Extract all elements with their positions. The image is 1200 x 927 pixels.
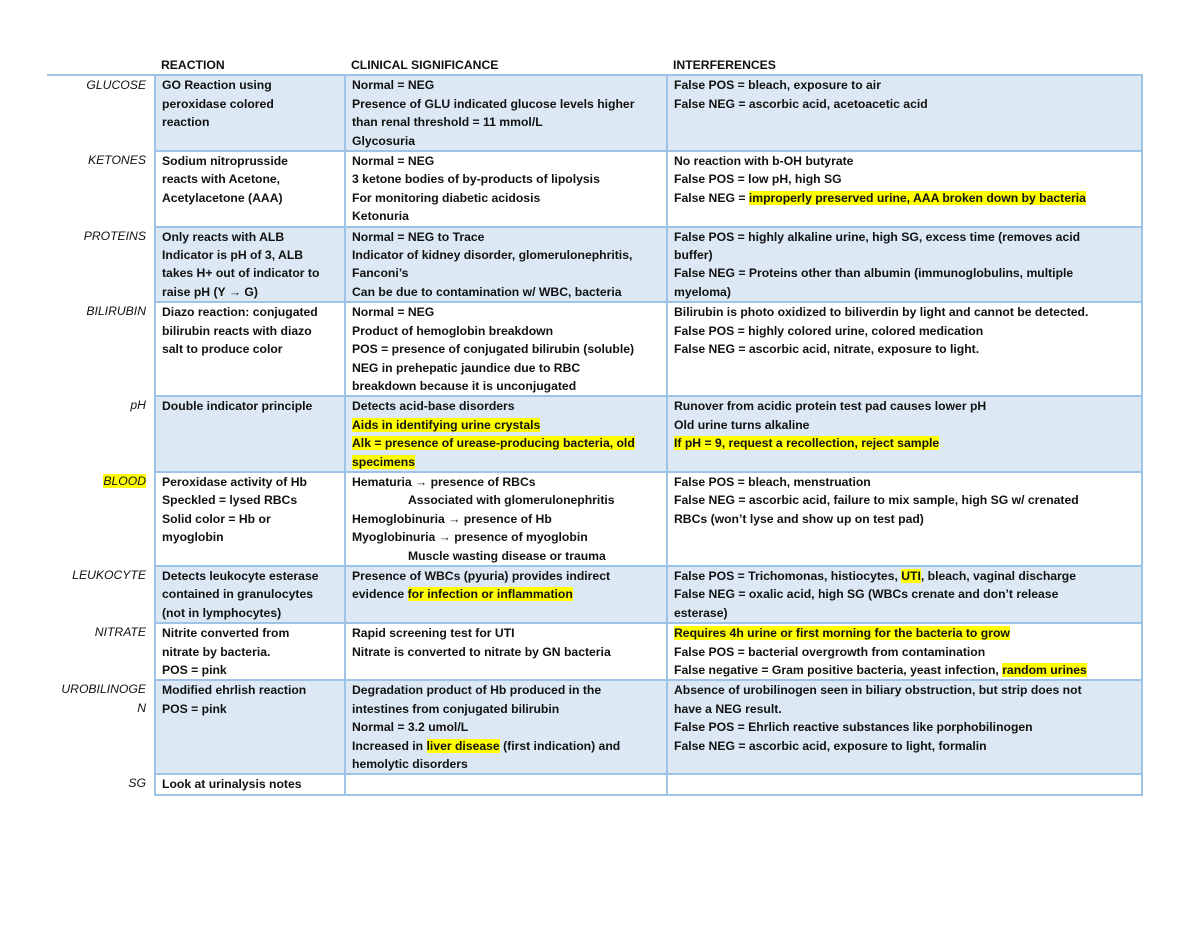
text-line: [674, 661, 1137, 679]
text-line: Detects acid-base disorders: [352, 399, 515, 414]
text-line: than renal threshold = 11 mmol/L: [352, 115, 543, 130]
text-line: esterase): [674, 605, 728, 620]
row-label: LEUKOCYTE: [72, 567, 146, 582]
text-line: False POS = bacterial overgrowth from contamination: [674, 644, 986, 659]
highlighted-text: for infection or inflammation: [407, 587, 573, 602]
text-line: hemolytic disorders: [352, 757, 468, 772]
table-row-urobilinogen: [47, 680, 1142, 774]
highlighted-text: improperly preserved urine, AAA broken down by bacteria: [748, 190, 1086, 205]
text-line: Acetylacetone (AAA): [162, 190, 283, 205]
reaction-cell: [155, 151, 345, 227]
text-line: Normal = NEG to Trace: [352, 229, 485, 244]
row-label: [47, 472, 155, 566]
text-line: Bilirubin is photo oxidized to biliverdin by light and cannot be detected.: [674, 305, 1089, 320]
clinical-cell: [345, 472, 667, 566]
highlighted-text: random urines: [1002, 663, 1087, 677]
text-line: Peroxidase activity of Hb: [162, 474, 307, 489]
table-row-ketones: [47, 151, 1142, 227]
row-label: KETONES: [87, 153, 146, 168]
text-line: [352, 453, 662, 471]
text-line: Look at urinalysis notes: [162, 777, 302, 792]
text-line: Absence of urobilinogen seen in biliary obstruction, but strip does not: [674, 683, 1082, 698]
interferences-cell: [667, 566, 1142, 623]
interferences-cell: [667, 623, 1142, 680]
text-line: False POS = highly alkaline urine, high SG, excess time (removes acid: [674, 229, 1081, 244]
row-label: BILIRUBIN: [86, 304, 146, 319]
text-line: salt to produce color: [162, 342, 283, 357]
reaction-cell: [155, 75, 345, 151]
text-line: Normal = 3.2 umol/L: [352, 720, 469, 735]
table-row-leukocyte: [47, 566, 1142, 623]
text-line: Only reacts with ALB: [162, 229, 285, 244]
clinical-cell: [345, 227, 667, 303]
text-line: Normal = NEG: [352, 154, 435, 169]
text-line: [674, 624, 1137, 642]
text-line: bilirubin reacts with diazo: [162, 323, 312, 338]
text-line: Degradation product of Hb produced in the: [352, 683, 602, 698]
reaction-cell: [155, 680, 345, 774]
text-line: No reaction with b-OH butyrate: [674, 154, 854, 169]
text-line: Diazo reaction: conjugated: [162, 305, 318, 320]
text-line: Indicator is pH of 3, ALB: [162, 248, 304, 263]
text-line: False NEG = ascorbic acid, exposure to light, formalin: [674, 738, 987, 753]
text-line: NEG in prehepatic jaundice due to RBC: [352, 360, 581, 375]
text-line: raise pH (Y → G): [162, 284, 258, 299]
table-row-blood: [47, 472, 1142, 566]
table-row-proteins: [47, 227, 1142, 303]
dipstick-table: [47, 55, 1143, 796]
text-line: False POS = bleach, menstruation: [674, 474, 871, 489]
notes-sheet: [47, 55, 1142, 796]
text-line: POS = pink: [162, 663, 227, 677]
text-line: [352, 585, 662, 603]
reaction-cell: [155, 623, 345, 680]
text-line: GO Reaction using: [162, 78, 272, 93]
text-line: peroxidase colored: [162, 96, 274, 111]
clinical-cell: [345, 396, 667, 472]
table-row-nitrate: [47, 623, 1142, 680]
highlighted-text: specimens: [352, 454, 416, 469]
interferences-cell: [667, 227, 1142, 303]
text-line: Detects leukocyte esterase: [162, 568, 319, 583]
text-line: breakdown because it is unconjugated: [352, 378, 577, 393]
row-label: NITRATE: [94, 625, 146, 640]
text-line: False POS = bleach, exposure to air: [674, 78, 881, 93]
text-line: Associated with glomerulonephritis: [408, 493, 615, 508]
text-line: Myoglobinuria → presence of myoglobin: [352, 530, 588, 545]
text-line: [352, 416, 662, 434]
highlighted-text: UTI: [901, 568, 921, 583]
text-line: reacts with Acetone,: [162, 172, 281, 187]
text-line: Glycosuria: [352, 133, 415, 148]
interferences-cell: [667, 774, 1142, 794]
text-run: False POS = Trichomonas, histiocytes,: [674, 568, 902, 583]
text-line: [674, 189, 1137, 207]
text-run: evidence: [352, 587, 408, 602]
text-line: Solid color = Hb or: [162, 511, 271, 526]
header-clinical-significance: CLINICAL SIGNIFICANCE: [345, 55, 667, 75]
interferences-cell: [667, 396, 1142, 472]
text-line: POS = pink: [162, 701, 227, 716]
text-run: (first indication) and: [499, 738, 621, 753]
text-line: Nitrite converted from: [162, 626, 290, 641]
text-run: , bleach, vaginal discharge: [920, 568, 1077, 583]
text-line: Double indicator principle: [162, 399, 313, 414]
text-line: myeloma): [674, 284, 731, 299]
text-line: Muscle wasting disease or trauma: [408, 548, 606, 563]
text-line: [352, 434, 662, 452]
row-label: pH: [130, 398, 146, 413]
highlighted-text: Aids in identifying urine crystals: [352, 417, 541, 432]
clinical-cell: [345, 566, 667, 623]
text-run: False NEG =: [674, 190, 749, 205]
highlighted-text: If pH = 9, request a recollection, reject sample: [674, 436, 940, 451]
table-row-glucose: [47, 75, 1142, 151]
row-label: PROTEINS: [83, 228, 146, 243]
text-line: Speckled = lysed RBCs: [162, 493, 298, 508]
text-line: Product of hemoglobin breakdown: [352, 323, 554, 338]
text-line: False POS = low pH, high SG: [674, 172, 842, 187]
text-line: False NEG = Proteins other than albumin (immunoglobulins, multiple: [674, 266, 1074, 281]
text-run: False negative = Gram positive bacteria, yeast infection,: [674, 663, 1003, 677]
header-blank: [47, 55, 155, 75]
text-line: Hemoglobinuria → presence of Hb: [352, 511, 552, 526]
reaction-cell: [155, 396, 345, 472]
reaction-cell: [155, 472, 345, 566]
text-line: False NEG = ascorbic acid, acetoacetic acid: [674, 96, 928, 111]
text-line: Sodium nitroprusside: [162, 154, 288, 169]
text-line: Normal = NEG: [352, 78, 435, 93]
table-row-bilirubin: [47, 302, 1142, 396]
header-row: [47, 55, 1142, 75]
text-line: Modified ehrlish reaction: [162, 683, 307, 698]
text-line: False NEG = ascorbic acid, failure to mix sample, high SG w/ crenated: [674, 493, 1079, 508]
text-line: Runover from acidic protein test pad causes lower pH: [674, 399, 987, 414]
interferences-cell: [667, 302, 1142, 396]
text-line: reaction: [162, 115, 210, 130]
text-line: myoglobin: [162, 530, 224, 545]
clinical-cell: [345, 680, 667, 774]
text-line: takes H+ out of indicator to: [162, 266, 320, 281]
clinical-cell: [345, 75, 667, 151]
text-line: [674, 434, 1137, 452]
clinical-cell: [345, 623, 667, 680]
reaction-cell: [155, 566, 345, 623]
interferences-cell: [667, 680, 1142, 774]
table-row-ph: [47, 396, 1142, 472]
text-line: have a NEG result.: [674, 701, 782, 716]
interferences-cell: [667, 75, 1142, 151]
text-line: Indicator of kidney disorder, glomerulonephritis,: [352, 248, 633, 263]
text-line: Rapid screening test for UTI: [352, 626, 515, 641]
text-line: False POS = highly colored urine, colored medication: [674, 323, 984, 338]
text-line: (not in lymphocytes): [162, 605, 282, 620]
text-line: Old urine turns alkaline: [674, 417, 810, 432]
text-line: intestines from conjugated bilirubin: [352, 701, 560, 716]
table-row-sg: [47, 774, 1142, 794]
interferences-cell: [667, 472, 1142, 566]
text-line: RBCs (won’t lyse and show up on test pad): [674, 511, 924, 526]
highlighted-text: Alk = presence of urease-producing bacteria, old: [352, 436, 635, 451]
text-line: Ketonuria: [352, 209, 409, 224]
highlighted-text: liver disease: [426, 738, 500, 753]
clinical-cell: [345, 774, 667, 794]
text-line: nitrate by bacteria.: [162, 644, 271, 659]
highlighted-text: Requires 4h urine or first morning for the bacteria to grow: [674, 626, 1010, 641]
text-line: Presence of GLU indicated glucose levels higher: [352, 96, 635, 111]
text-line: POS = presence of conjugated bilirubin (soluble): [352, 342, 635, 357]
row-label: SG: [128, 776, 146, 791]
text-line: False POS = Ehrlich reactive substances like porphobilinogen: [674, 720, 1033, 735]
row-label: UROBILINOGE N: [61, 682, 146, 715]
reaction-cell: [155, 302, 345, 396]
text-line: [674, 567, 1137, 585]
row-label: GLUCOSE: [86, 78, 146, 93]
interferences-cell: [667, 151, 1142, 227]
text-line: False NEG = ascorbic acid, nitrate, exposure to light.: [674, 342, 980, 357]
text-line: [352, 737, 662, 755]
highlighted-text: BLOOD: [103, 473, 146, 488]
text-line: contained in granulocytes: [162, 587, 314, 602]
text-line: Normal = NEG: [352, 305, 435, 320]
text-run: Increased in: [352, 738, 427, 753]
reaction-cell: [155, 774, 345, 794]
text-line: buffer): [674, 248, 713, 263]
text-line: Hematuria → presence of RBCs: [352, 474, 536, 489]
text-line: False NEG = oxalic acid, high SG (WBCs crenate and don’t release: [674, 587, 1059, 602]
reaction-cell: [155, 227, 345, 303]
text-line: For monitoring diabetic acidosis: [352, 190, 541, 205]
text-line: Fanconi’s: [352, 266, 409, 281]
clinical-cell: [345, 302, 667, 396]
text-line: Nitrate is converted to nitrate by GN bacteria: [352, 644, 611, 659]
text-line: Presence of WBCs (pyuria) provides indirect: [352, 568, 611, 583]
clinical-cell: [345, 151, 667, 227]
text-line: Can be due to contamination w/ WBC, bacteria: [352, 284, 622, 299]
text-line: 3 ketone bodies of by-products of lipolysis: [352, 172, 600, 187]
header-reaction: REACTION: [155, 55, 345, 75]
header-interferences: INTERFERENCES: [667, 55, 1142, 75]
